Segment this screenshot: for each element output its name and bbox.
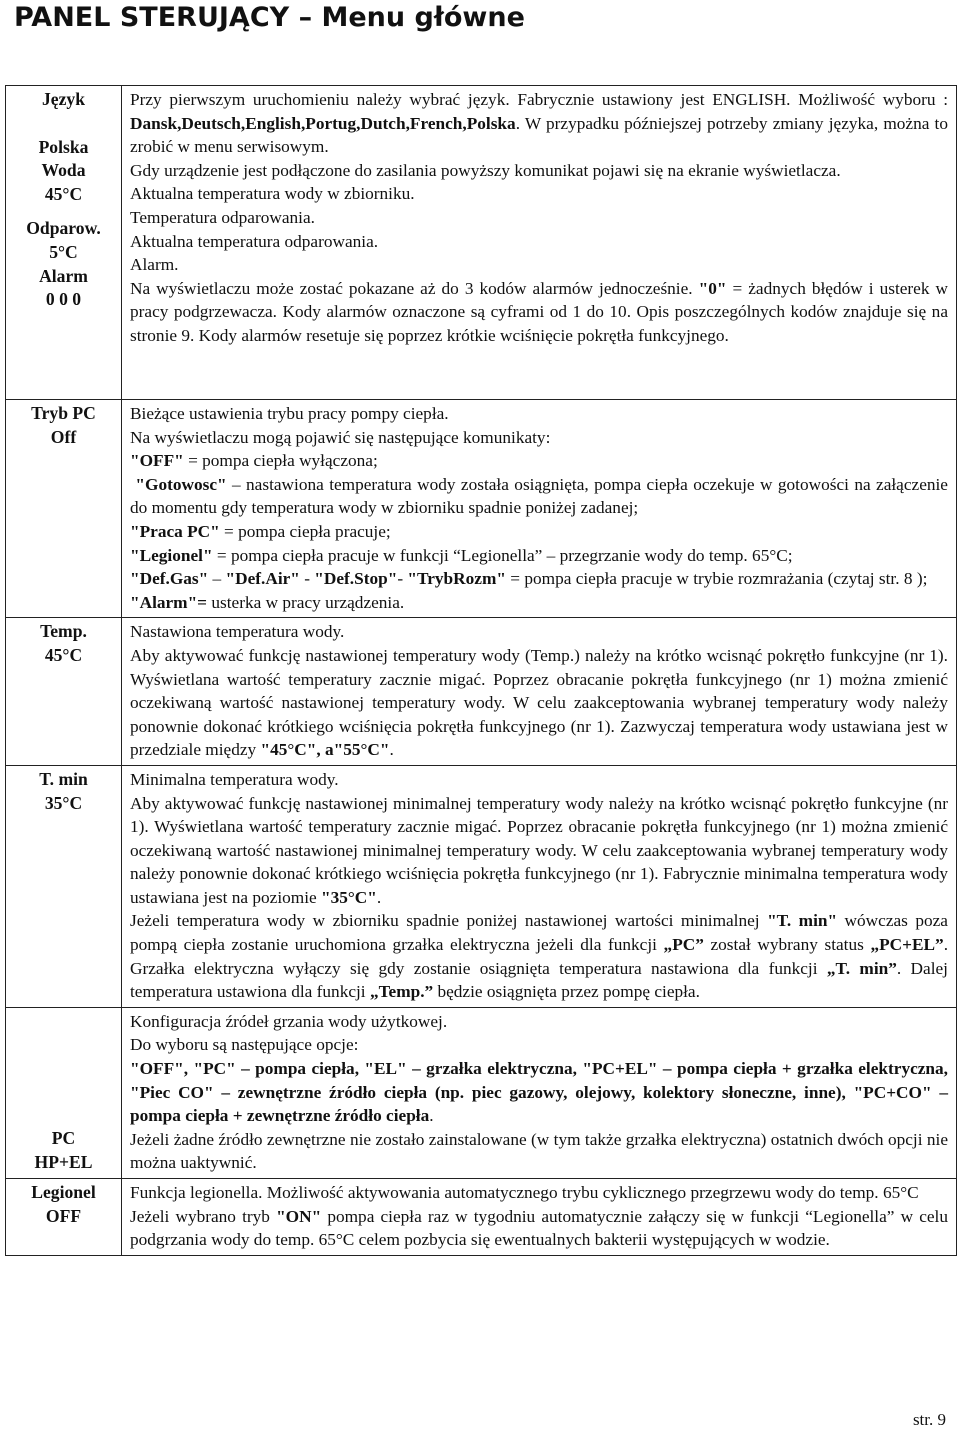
description-text: Nastawiona temperatura wody. [130, 622, 345, 642]
description-text: Bieżące ustawienia trybu pracy pompy ciepła. [130, 404, 449, 423]
table-row [6, 1179, 957, 1256]
description-text: Konfiguracja źródeł grzania wody użytkowej. [130, 1011, 448, 1031]
description-text: "OFF", "PC" – pompa ciepła, "EL" – grzałka elektryczna, "PC+EL" – pompa ciepła + grzałka elektryczna, "Piec CO" – zewnętrzne źródło ciepła (np. piec gazowy, olejowy, kolektory słoneczne, inne), "PC+CO" – pompa ciepła + zewnętrzne źródło ciepła. [130, 1059, 948, 1126]
description-text: "Legionel" = pompa ciepła pracuje w funkcji “Legionella” – przegrzanie wody do temp. 65°C; [130, 545, 793, 565]
description-text: Aby aktywować funkcję nastawionej temperatury wody (Temp.) należy na krótko wcisnąć pokrętło funkcyjne (nr 1). Wyświetlana wartość temperatury zacznie migać. Poprzez obracanie pokrętła funkcyjnego (nr 1) można zmienić oczekiwaną wartość nastawionej temperatury wody. W celu zaakceptowania wybranej temperatury wody należy ponownie dokonać krótkiego wciśnięcia pokrętła funkcyjnego (nr 1). Zazwyczaj temperatura wody ustawiana jest w przedziale między "45°C", a"55°C". [130, 645, 948, 760]
description-text: Gdy urządzenie jest podłączone do zasilania powyższy komunikat pojawi się na ekranie wyświetlacza. [130, 160, 841, 180]
description-text: "Alarm"= usterka w pracy urządzenia. [130, 592, 405, 612]
description-text: Minimalna temperatura wody. [130, 769, 339, 789]
menu-label-cell [6, 618, 122, 766]
label-spacer [8, 112, 119, 136]
table-row [6, 86, 957, 400]
label-legionel: Legionel [31, 1182, 96, 1202]
description-text: "Def.Gas" – "Def.Air" - "Def.Stop"- "TrybRozm" = pompa ciepła pracuje w trybie rozmrażania (czytaj str. 8 ); [130, 569, 928, 589]
label-woda: Woda [41, 160, 86, 181]
table-row [6, 1007, 957, 1178]
label-tmin-value: 35°C [44, 792, 83, 813]
table-row [6, 400, 957, 618]
description-text: Aktualna temperatura wody w zbiorniku. [130, 184, 415, 204]
label-tryb-pc: Tryb PC [31, 403, 96, 423]
description-text: Na wyświetlaczu mogą pojawić się następujące komunikaty: [130, 427, 551, 447]
table-row [6, 765, 957, 1007]
description-text: Na wyświetlaczu może zostać pokazane aż do 3 kodów alarmów jednocześnie. "0" = żadnych błędów i usterek w pracy podgrzewacza. Kody alarmów oznaczone są cyframi od 1 do 10. Opis poszczególnych kodów znajduje się na stronie 9. Kody alarmów resetuje się poprzez krótkie wciśnięcie pokrętła funkcyjnego. [130, 278, 948, 345]
label-polska: Polska [38, 136, 89, 157]
menu-description-cell [122, 1179, 957, 1256]
menu-table [5, 85, 957, 1256]
label-woda-value: 45°C [44, 184, 83, 205]
description-text: Aby aktywować funkcję nastawionej minimalnej temperatury wody należy na krótko wcisnąć pokrętło funkcyjne (nr 1). Wyświetlana wartość temperatury zacznie migać. Poprzez obracanie pokrętła funkcyjnego (nr 1) można zmienić oczekiwaną wartość nastawionej minimalnej temperatury wody. W celu zaakceptowania wybranej temperatury wody należy ponownie dokonać krótkiego wciśnięcia pokrętła funkcyjnego (nr 1). Fabrycznie minimalna temperatura wody ustawiana jest na poziomie "35°C". [130, 793, 948, 907]
label-spacer [8, 207, 119, 217]
table-row [6, 618, 957, 766]
label-legionel-value: OFF [45, 1205, 82, 1226]
label-spacer [8, 1104, 119, 1128]
label-alarm: Alarm [39, 265, 88, 286]
label-pc-value: HP+EL [34, 1152, 93, 1173]
description-text: Aktualna temperatura odparowania. [130, 231, 379, 251]
label-spacer [8, 1056, 119, 1080]
label-temp: Temp. [40, 621, 87, 642]
menu-description-cell [122, 400, 957, 618]
label-jezyk: Język [42, 89, 85, 109]
label-alarm-value: 0 0 0 [45, 289, 82, 310]
menu-label-cell [6, 765, 122, 1007]
description-text: Jeżeli żadne źródło zewnętrzne nie zostało zainstalowane (w tym także grzałka elektryczna) ostatnich dwóch opcji nie można uaktywnić. [130, 1129, 948, 1173]
description-text: "OFF" = pompa ciepła wyłączona; [130, 451, 378, 471]
description-text: "Praca PC" = pompa ciepła pracuje; [130, 521, 391, 541]
menu-description-cell [122, 86, 957, 400]
description-text: Funkcja legionella. Możliwość aktywowania automatycznego trybu cyklicznego przegrzewu wody do temp. 65°C [130, 1183, 919, 1202]
page-title: PANEL STERUJĄCY – Menu główne [14, 2, 525, 33]
description-text: Jeżeli wybrano tryb "ON" pompa ciepła raz w tygodniu automatycznie załączy się w funkcji “Legionella” w celu podgrzania wody do temp. 65°C celem pozbycia się ewentualnych bakterii występujących w wodzie. [130, 1206, 948, 1250]
label-odparow-value: 5°C [49, 241, 78, 262]
label-tmin: T. min [39, 768, 88, 789]
label-pc: PC [51, 1128, 76, 1149]
label-tryb-pc-value: Off [50, 426, 77, 447]
description-text: Temperatura odparowania. [130, 207, 315, 227]
description-text: "Gotowosc" – nastawiona temperatura wody została osiągnięta, pompa ciepła oczekuje w gotowości na załączenie do momentu gdy temperatura wody w zbiorniku spadnie poniżej zadanej; [130, 474, 948, 518]
menu-label-cell [6, 1007, 122, 1178]
menu-description-cell [122, 765, 957, 1007]
description-text: Jeżeli temperatura wody w zbiorniku spadnie poniżej nastawionej wartości minimalnej "T. min" wówczas poza pompą ciepła zostanie uruchomiona grzałka elektryczna jeżeli dla funkcji „PC” został wybrany status „PC+EL”. Grzałka elektryczna wyłączy się gdy zostanie osiągnięta temperatura nastawiona dla funkcji „T. min”. Dalej temperatura ustawiona dla funkcji „Temp.” będzie osiągnięta przez pompę ciepła. [130, 911, 949, 1002]
menu-description-cell [122, 1007, 957, 1178]
label-spacer [8, 1080, 119, 1104]
menu-label-cell [6, 1179, 122, 1256]
menu-label-cell [6, 400, 122, 618]
label-odparow: Odparow. [26, 217, 101, 238]
description-text: Alarm. [130, 255, 179, 275]
page-number: str. 9 [912, 1410, 946, 1429]
label-temp-value: 45°C [44, 645, 83, 666]
menu-description-cell [122, 618, 957, 766]
description-text: Do wyboru są następujące opcje: [130, 1035, 359, 1055]
description-text: Przy pierwszym uruchomieniu należy wybrać język. Fabrycznie ustawiony jest ENGLISH. Możliwość wyboru : Dansk,Deutsch,English,Portug,Dutch,French,Polska. W przypadku późniejszej potrzeby zmiany języka, można to zrobić w menu serwisowym. [130, 90, 948, 157]
menu-label-cell [6, 86, 122, 400]
